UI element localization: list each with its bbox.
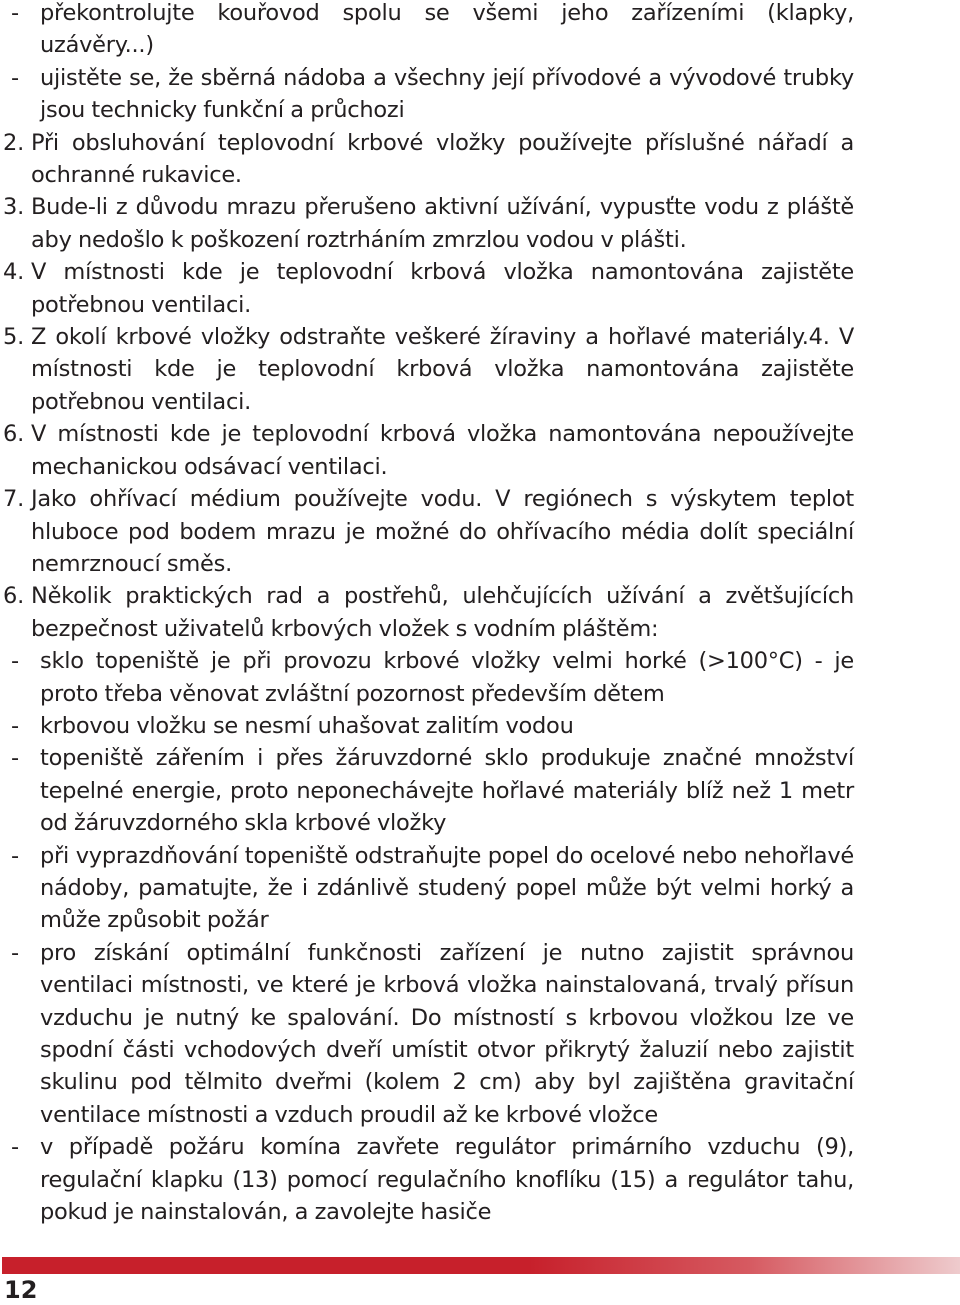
numbered-item <box>0 127 960 192</box>
list-item <box>0 1131 960 1228</box>
item-number: 2. <box>3 129 24 156</box>
list-item-text: ujistěte se, že sběrná nádoba a všechny její přívodové a vývodové trubky jsou technicky funkční a průchozi <box>40 64 854 124</box>
item-number: 4. <box>3 259 24 286</box>
numbered-item <box>0 418 960 483</box>
list-marker: - <box>11 648 19 675</box>
list-marker: - <box>11 842 19 869</box>
list-item-text: v případě požáru komína zavřete regulátor primárního vzduchu (9), regulační klapku (13) pomocí regulačního knoflíku (15) a regulátor tahu, pokud je nainstalován, a zavolejte hasiče <box>40 1134 854 1226</box>
numbered-item <box>0 321 960 418</box>
section-heading <box>0 580 960 645</box>
list-item-text: sklo topeniště je při provozu krbové vložky velmi horké (>100°C) - je proto třeba věnovat zvláštní pozornost především dětem <box>40 648 854 707</box>
list-item-text: pro získání optimální funkčnosti zařízení je nutno zajistit správnou ventilaci místnosti, ve které je krbová vložka nainstalovaná, trvalý přísun vzduchu je nutný ke spalování. Do místností s krbovou vložkou lze ve spodní části vchodových dveří umístit otvor přikrytý žaluzií nebo zajistit skulinu pod tělmito dveřmi (kolem 2 cm) aby byl zajištěna gravitační ventilace místnosti a vzduch proudil až ke krbové vložce <box>40 939 854 1128</box>
list-marker: - <box>11 712 19 739</box>
numbered-item-text: Jako ohřívací médium používejte vodu. V regiónech s výskytem teplot hluboce pod bodem mrazu je možné do ohřívacího média dolít speciální nemrznoucí směs. <box>31 486 854 577</box>
list-item-text: při vyprazdňování topeniště odstraňujte popel do ocelové nebo nehořlavé nádoby, pamatujte, že i zdánlivě studený popel může být velmi horký a může způsobit požár <box>40 842 854 934</box>
section-heading-text: Několik praktických rad a postřehů, ulehčujících užívání a zvětšujících bezpečnost uživatelů krbových vložek s vodním pláštěm: <box>31 583 854 642</box>
list-marker: - <box>11 0 19 26</box>
list-item-text: topeniště zářením i přes žáruvzdorné sklo produkuje značné množství tepelné energie, proto neponechávejte hořlavé materiály blíž než 1 metr od žáruvzdorného skla krbové vložky <box>40 745 854 837</box>
list-item <box>0 0 960 62</box>
numbered-item-text: Bude-li z důvodu mrazu přerušeno aktivní užívání, vypusťte vodu z pláště aby nedošlo k poškození roztrháním zmrzlou vodou v plášti. <box>31 194 854 253</box>
list-item <box>0 710 960 742</box>
page-number: 12 <box>4 1276 38 1304</box>
item-number: 3. <box>3 194 24 221</box>
footer-band <box>2 1257 960 1274</box>
numbered-item-text: V místnosti kde je teplovodní krbová vložka namontována zajistěte potřebnou ventilaci. <box>31 259 854 318</box>
list-item <box>0 645 960 710</box>
list-item-text: krbovou vložku se nesmí uhašovat zalitím vodou <box>40 712 574 739</box>
numbered-item-text: V místnosti kde je teplovodní krbová vložka namontována nepoužívejte mechanickou odsávací ventilaci. <box>31 421 854 480</box>
section-number: 6. <box>3 583 24 610</box>
list-marker: - <box>11 745 19 772</box>
item-number: 5. <box>3 324 24 351</box>
numbered-item <box>0 256 960 321</box>
numbered-item <box>0 483 960 580</box>
list-item <box>0 840 960 937</box>
list-item <box>0 62 960 127</box>
item-number: 6. <box>3 421 24 448</box>
list-marker: - <box>11 64 19 91</box>
list-item <box>0 742 960 839</box>
list-item-text: překontrolujte kouřovod spolu se všemi jeho zařízeními (klapky, uzávěry...) <box>40 0 854 59</box>
list-item <box>0 937 960 1131</box>
item-number: 7. <box>3 486 24 513</box>
list-marker: - <box>11 939 19 966</box>
numbered-item-text: Při obsluhování teplovodní krbové vložky používejte příslušné nářadí a ochranné rukavice. <box>31 129 854 189</box>
list-marker: - <box>11 1134 19 1161</box>
numbered-item-text: Z okolí krbové vložky odstraňte veškeré žíraviny a hořlavé materiály.4. V místnosti kde je teplovodní krbová vložka namontována zajistěte potřebnou ventilaci. <box>31 324 854 415</box>
numbered-item <box>0 191 960 256</box>
